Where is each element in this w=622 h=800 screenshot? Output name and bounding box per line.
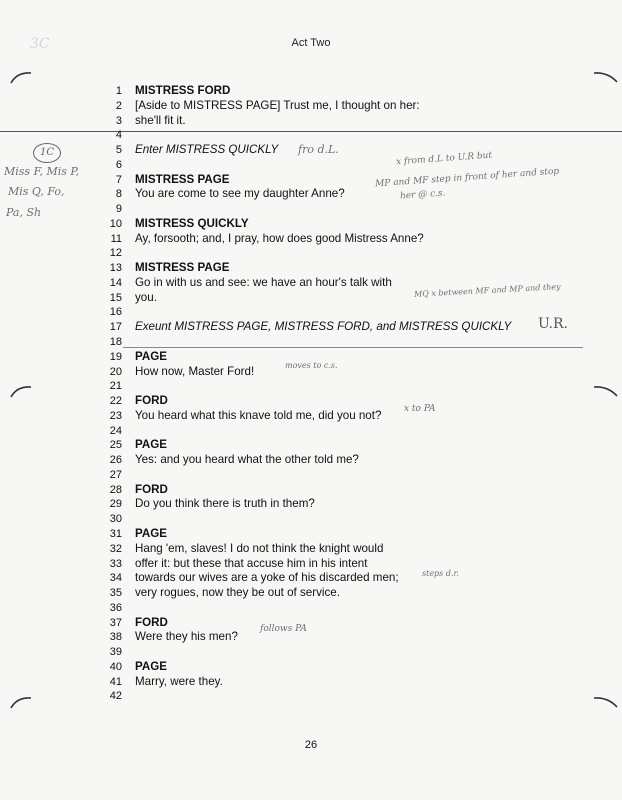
blocking-note: U.R. <box>538 316 568 332</box>
cast-list-note: Mis Q, Fo, <box>8 185 65 198</box>
line-number: 30 <box>109 513 122 526</box>
line-number: 8 <box>115 188 122 201</box>
script-line <box>95 84 515 99</box>
blocking-note: moves to c.s. <box>285 361 338 370</box>
dialog-text: How now, Master Ford! <box>135 364 255 378</box>
line-number: 29 <box>109 498 122 511</box>
line-number: 38 <box>109 631 122 644</box>
cast-list-note: Pa, Sh <box>6 206 42 219</box>
line-number: 5 <box>115 144 122 157</box>
line-number: 25 <box>109 439 122 452</box>
script-line <box>95 424 515 439</box>
dialog-text: very rogues, now they be out of service. <box>135 586 340 600</box>
line-number: 2 <box>115 99 122 112</box>
speaker-name: PAGE <box>135 349 167 363</box>
line-number: 27 <box>109 468 122 481</box>
line-number: 19 <box>109 350 122 363</box>
page-number: 26 <box>304 739 318 751</box>
script-line <box>95 335 515 350</box>
script-line <box>95 394 515 409</box>
binder-hole-icon <box>590 695 620 709</box>
script-line <box>95 246 515 261</box>
line-number: 11 <box>110 232 122 245</box>
speaker-name: FORD <box>135 482 168 496</box>
speaker-name: FORD <box>135 394 168 408</box>
dialog-text: Marry, were they. <box>135 674 223 688</box>
line-number: 22 <box>109 395 122 408</box>
stage-direction: Enter MISTRESS QUICKLY <box>135 143 279 157</box>
script-line <box>95 689 515 704</box>
script-line <box>95 320 515 335</box>
line-number: 35 <box>109 587 122 600</box>
dialog-text: Go in with us and see: we have an hour's talk with <box>135 275 392 289</box>
script-line <box>95 202 515 217</box>
script-line <box>95 601 515 616</box>
line-number: 37 <box>109 616 122 629</box>
stage-direction: Exeunt MISTRESS PAGE, MISTRESS FORD, and MISTRESS QUICKLY <box>135 320 512 334</box>
line-number: 31 <box>109 527 122 540</box>
script-line <box>95 217 515 232</box>
script-line <box>95 409 515 424</box>
script-line <box>95 261 515 276</box>
script-line <box>95 128 515 143</box>
cast-list-note: Miss F, Mis P, <box>4 165 80 178</box>
script-line <box>95 497 515 512</box>
line-number: 10 <box>109 217 122 230</box>
dialog-text: towards our wives are a yoke of his discarded men; <box>135 571 399 585</box>
cue-number: 1C <box>33 143 61 163</box>
binder-hole-icon <box>9 695 39 709</box>
dialog-text: [Aside to MISTRESS PAGE] Trust me, I thought on her: <box>135 98 420 112</box>
script-line <box>95 114 515 129</box>
dialog-text: Do you think there is truth in them? <box>135 497 315 511</box>
page-header: Act Two <box>291 37 331 49</box>
line-number: 24 <box>109 424 122 437</box>
line-number: 26 <box>109 454 122 467</box>
speaker-name: PAGE <box>135 659 167 673</box>
speaker-name: FORD <box>135 615 168 629</box>
binder-hole-icon <box>9 70 39 84</box>
speaker-name: MISTRESS PAGE <box>135 261 230 275</box>
line-number: 28 <box>109 483 122 496</box>
blocking-note: steps d.r. <box>422 569 459 578</box>
speaker-name: MISTRESS PAGE <box>135 172 230 186</box>
speaker-name: PAGE <box>135 438 167 452</box>
faint-corner-mark: 3C <box>30 36 50 52</box>
dialog-text: Were they his men? <box>135 630 238 644</box>
line-number: 23 <box>109 409 122 422</box>
dialog-text: you. <box>135 290 157 304</box>
dialog-text: offer it: but these that accuse him in his intent <box>135 556 368 570</box>
dialog-text: You heard what this knave told me, did you not? <box>135 408 382 422</box>
script-line <box>95 512 515 527</box>
line-number: 6 <box>115 158 122 171</box>
script-line <box>95 453 515 468</box>
script-line <box>95 438 515 453</box>
line-number: 18 <box>109 336 122 349</box>
script-line <box>95 187 515 202</box>
script-line <box>95 542 515 557</box>
script-line <box>95 483 515 498</box>
line-number: 7 <box>115 173 122 186</box>
line-number: 21 <box>109 380 122 393</box>
blocking-note: MQ x between MF and MP and they <box>413 282 561 299</box>
line-number: 39 <box>109 646 122 659</box>
script-line <box>95 527 515 542</box>
line-number: 20 <box>109 365 122 378</box>
blocking-note: her @ c.s. <box>399 188 446 202</box>
script-line <box>95 645 515 660</box>
line-number: 36 <box>109 601 122 614</box>
line-number: 32 <box>109 542 122 555</box>
dialog-text: she'll fit it. <box>135 113 186 127</box>
blocking-note: MP and MF step in front of her and stop <box>374 166 560 190</box>
blocking-note: x to PA <box>404 404 436 414</box>
speaker-name: MISTRESS FORD <box>135 84 231 97</box>
line-number: 13 <box>109 262 122 275</box>
line-number: 17 <box>109 321 122 334</box>
script-line <box>95 675 515 690</box>
speaker-name: MISTRESS QUICKLY <box>135 216 249 230</box>
dialog-text: Ay, forsooth; and, I pray, how does good Mistress Anne? <box>135 231 424 245</box>
line-number: 1 <box>115 85 122 97</box>
line-number: 12 <box>109 247 122 260</box>
dialog-text: Hang 'em, slaves! I do not think the knight would <box>135 541 384 555</box>
line-number: 15 <box>109 291 122 304</box>
script-line <box>95 468 515 483</box>
script-line <box>95 379 515 394</box>
line-number: 14 <box>109 276 122 289</box>
script-line <box>95 586 515 601</box>
script-line <box>95 232 515 247</box>
line-number: 4 <box>115 129 122 142</box>
binder-hole-icon <box>9 384 39 398</box>
line-number: 33 <box>109 557 122 570</box>
line-number: 3 <box>115 114 122 127</box>
dialog-text: You are come to see my daughter Anne? <box>135 187 345 201</box>
blocking-note: fro d.L. <box>298 143 339 156</box>
binder-hole-icon <box>590 384 620 398</box>
line-number: 16 <box>109 306 122 319</box>
line-number: 42 <box>109 690 122 703</box>
dialog-text: Yes: and you heard what the other told me? <box>135 453 359 467</box>
binder-hole-icon <box>590 70 620 84</box>
speaker-name: PAGE <box>135 526 167 540</box>
line-number: 40 <box>109 660 122 673</box>
line-number: 34 <box>109 572 122 585</box>
line-number: 41 <box>109 675 122 688</box>
blocking-note: x from d.L to U.R but <box>395 150 493 168</box>
line-number: 9 <box>115 203 122 216</box>
script-line <box>95 99 515 114</box>
script-line <box>95 660 515 675</box>
script-line <box>95 305 515 320</box>
blocking-note: follows PA <box>260 624 307 634</box>
